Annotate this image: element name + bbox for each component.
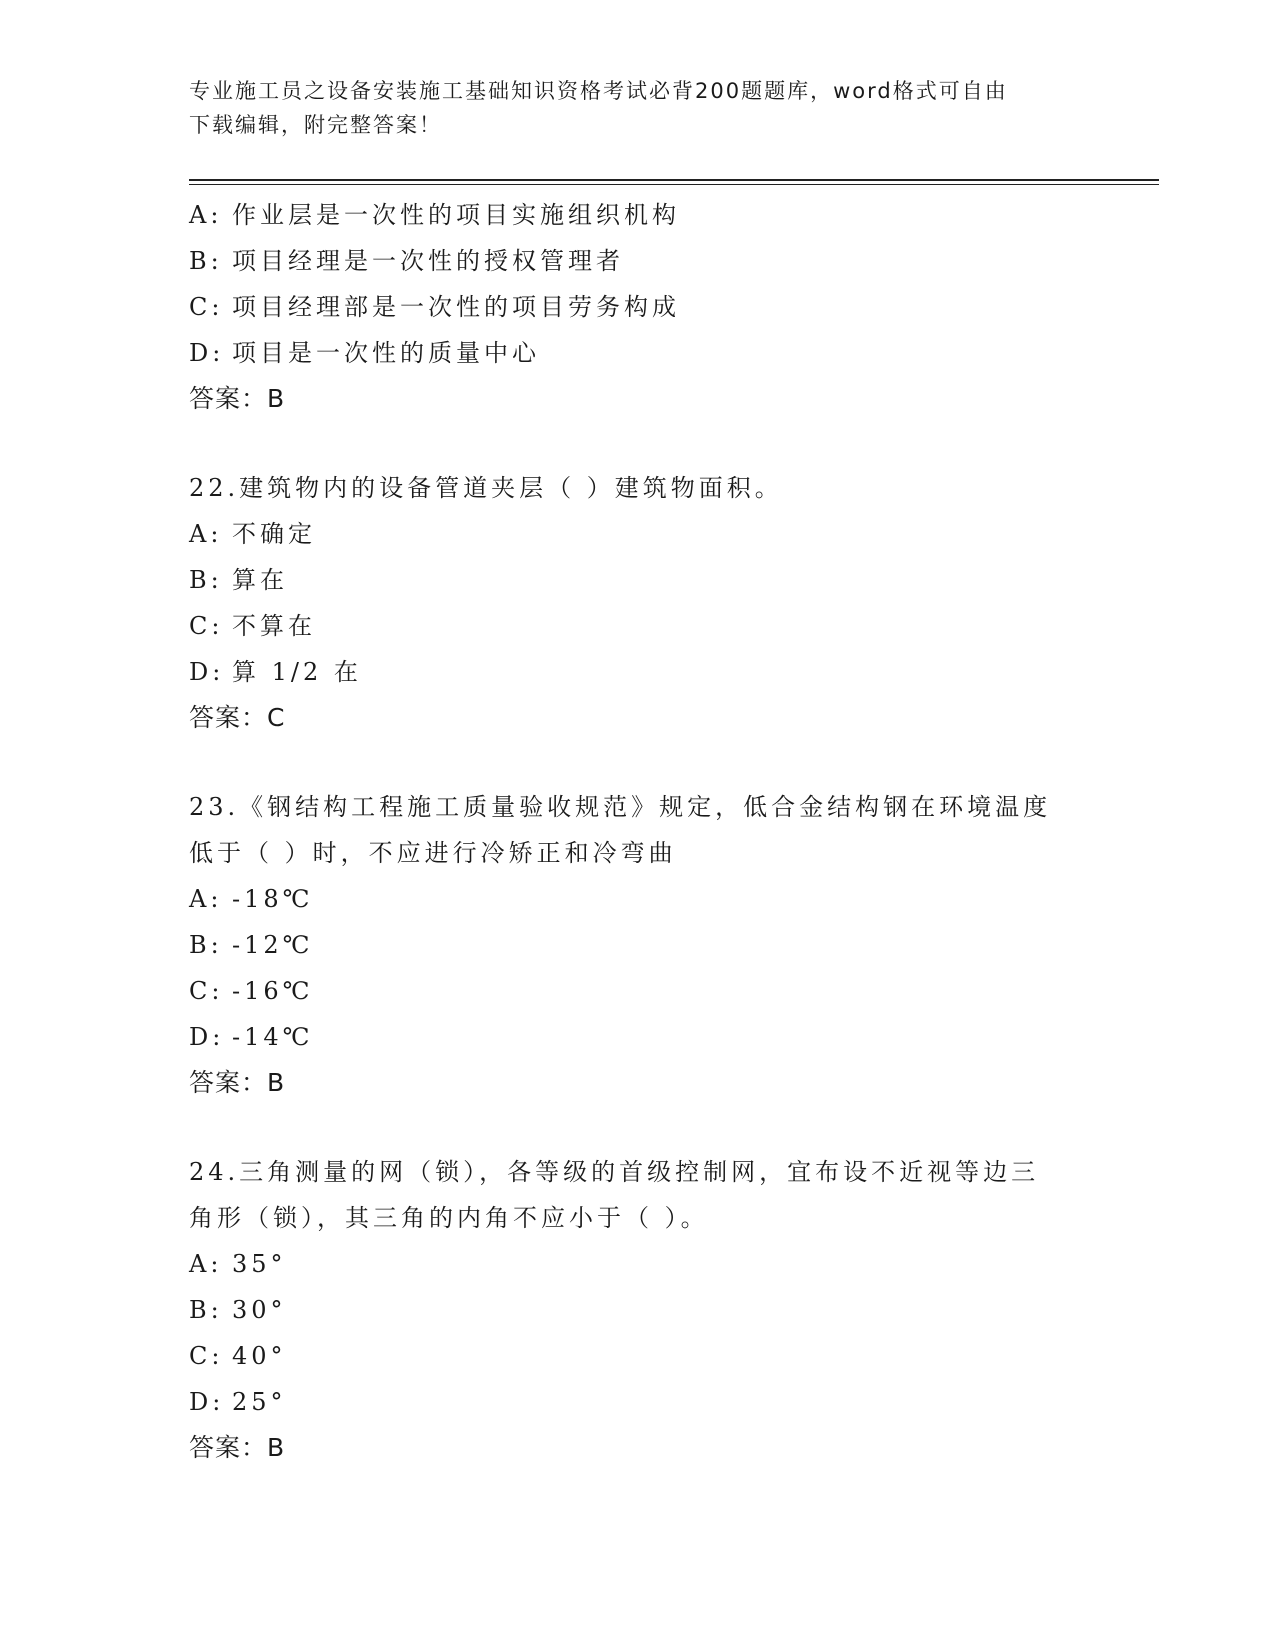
option-key: B: xyxy=(189,1296,223,1324)
header-line-1: 专业施工员之设备安装施工基础知识资格考试必背200题题库，word格式可自由 xyxy=(189,79,1008,103)
question-text-line-2: 角形（锁），其三角的内角不应小于（ ）。 xyxy=(189,1204,709,1232)
option-key: D: xyxy=(189,1388,225,1416)
option-text: 项目经理部是一次性的项目劳务构成 xyxy=(232,293,680,321)
question-text-line-2: 低于（ ）时，不应进行冷矫正和冷弯曲 xyxy=(189,839,677,867)
option-key: A: xyxy=(189,885,223,913)
option-d xyxy=(189,330,1089,376)
option-text: 不确定 xyxy=(232,520,316,548)
option-key: B: xyxy=(189,931,223,959)
option-b xyxy=(189,1287,1089,1333)
question-text-line-1: 24.三角测量的网（锁），各等级的首级控制网，宜布设不近视等边三 xyxy=(189,1158,1040,1186)
option-text: 算在 xyxy=(232,566,288,594)
option-text: 35° xyxy=(232,1250,287,1278)
option-text: 不算在 xyxy=(232,612,316,640)
option-text: -18℃ xyxy=(232,885,314,913)
option-key: D: xyxy=(189,339,225,367)
answer-line: 答案：B xyxy=(189,1068,286,1097)
option-text: 算 1/2 在 xyxy=(232,658,362,686)
question-block-24 xyxy=(189,1149,1089,1471)
option-text: -12℃ xyxy=(232,931,314,959)
question-block-23 xyxy=(189,784,1089,1106)
option-text: 25° xyxy=(232,1388,287,1416)
option-d xyxy=(189,1014,1089,1060)
header-divider-thick xyxy=(189,179,1159,181)
answer-line: 答案：C xyxy=(189,703,286,732)
question-text: 22.建筑物内的设备管道夹层（ ）建筑物面积。 xyxy=(189,474,783,502)
option-key: A: xyxy=(189,520,223,548)
option-text: 40° xyxy=(232,1342,287,1370)
option-key: B: xyxy=(189,566,223,594)
option-b xyxy=(189,922,1089,968)
option-a xyxy=(189,876,1089,922)
option-key: C: xyxy=(189,612,224,640)
option-b xyxy=(189,557,1089,603)
document-header xyxy=(189,74,1089,142)
option-b xyxy=(189,238,1089,284)
option-c xyxy=(189,1333,1089,1379)
option-c xyxy=(189,603,1089,649)
option-d xyxy=(189,649,1089,695)
option-a xyxy=(189,192,1089,238)
question-block-22 xyxy=(189,465,1089,741)
option-key: C: xyxy=(189,293,224,321)
option-key: D: xyxy=(189,1023,225,1051)
option-key: B: xyxy=(189,247,223,275)
question-block-21 xyxy=(189,192,1089,422)
question-list xyxy=(189,192,1089,1514)
option-text: 30° xyxy=(232,1296,287,1324)
option-c xyxy=(189,968,1089,1014)
option-key: A: xyxy=(189,1250,223,1278)
option-a xyxy=(189,511,1089,557)
option-c xyxy=(189,284,1089,330)
header-line-2: 下载编辑，附完整答案！ xyxy=(189,113,442,137)
option-text: 作业层是一次性的项目实施组织机构 xyxy=(232,201,680,229)
option-key: D: xyxy=(189,658,225,686)
option-d xyxy=(189,1379,1089,1425)
option-text: 项目是一次性的质量中心 xyxy=(232,339,540,367)
option-text: -14℃ xyxy=(232,1023,314,1051)
option-a xyxy=(189,1241,1089,1287)
option-text: -16℃ xyxy=(232,977,314,1005)
answer-line: 答案：B xyxy=(189,1433,286,1462)
header-divider-thin xyxy=(189,184,1159,185)
option-text: 项目经理是一次性的授权管理者 xyxy=(232,247,624,275)
question-text-line-1: 23.《钢结构工程施工质量验收规范》规定，低合金结构钢在环境温度 xyxy=(189,793,1052,821)
option-key: C: xyxy=(189,977,224,1005)
answer-line: 答案：B xyxy=(189,384,286,413)
option-key: C: xyxy=(189,1342,224,1370)
option-key: A: xyxy=(189,201,223,229)
